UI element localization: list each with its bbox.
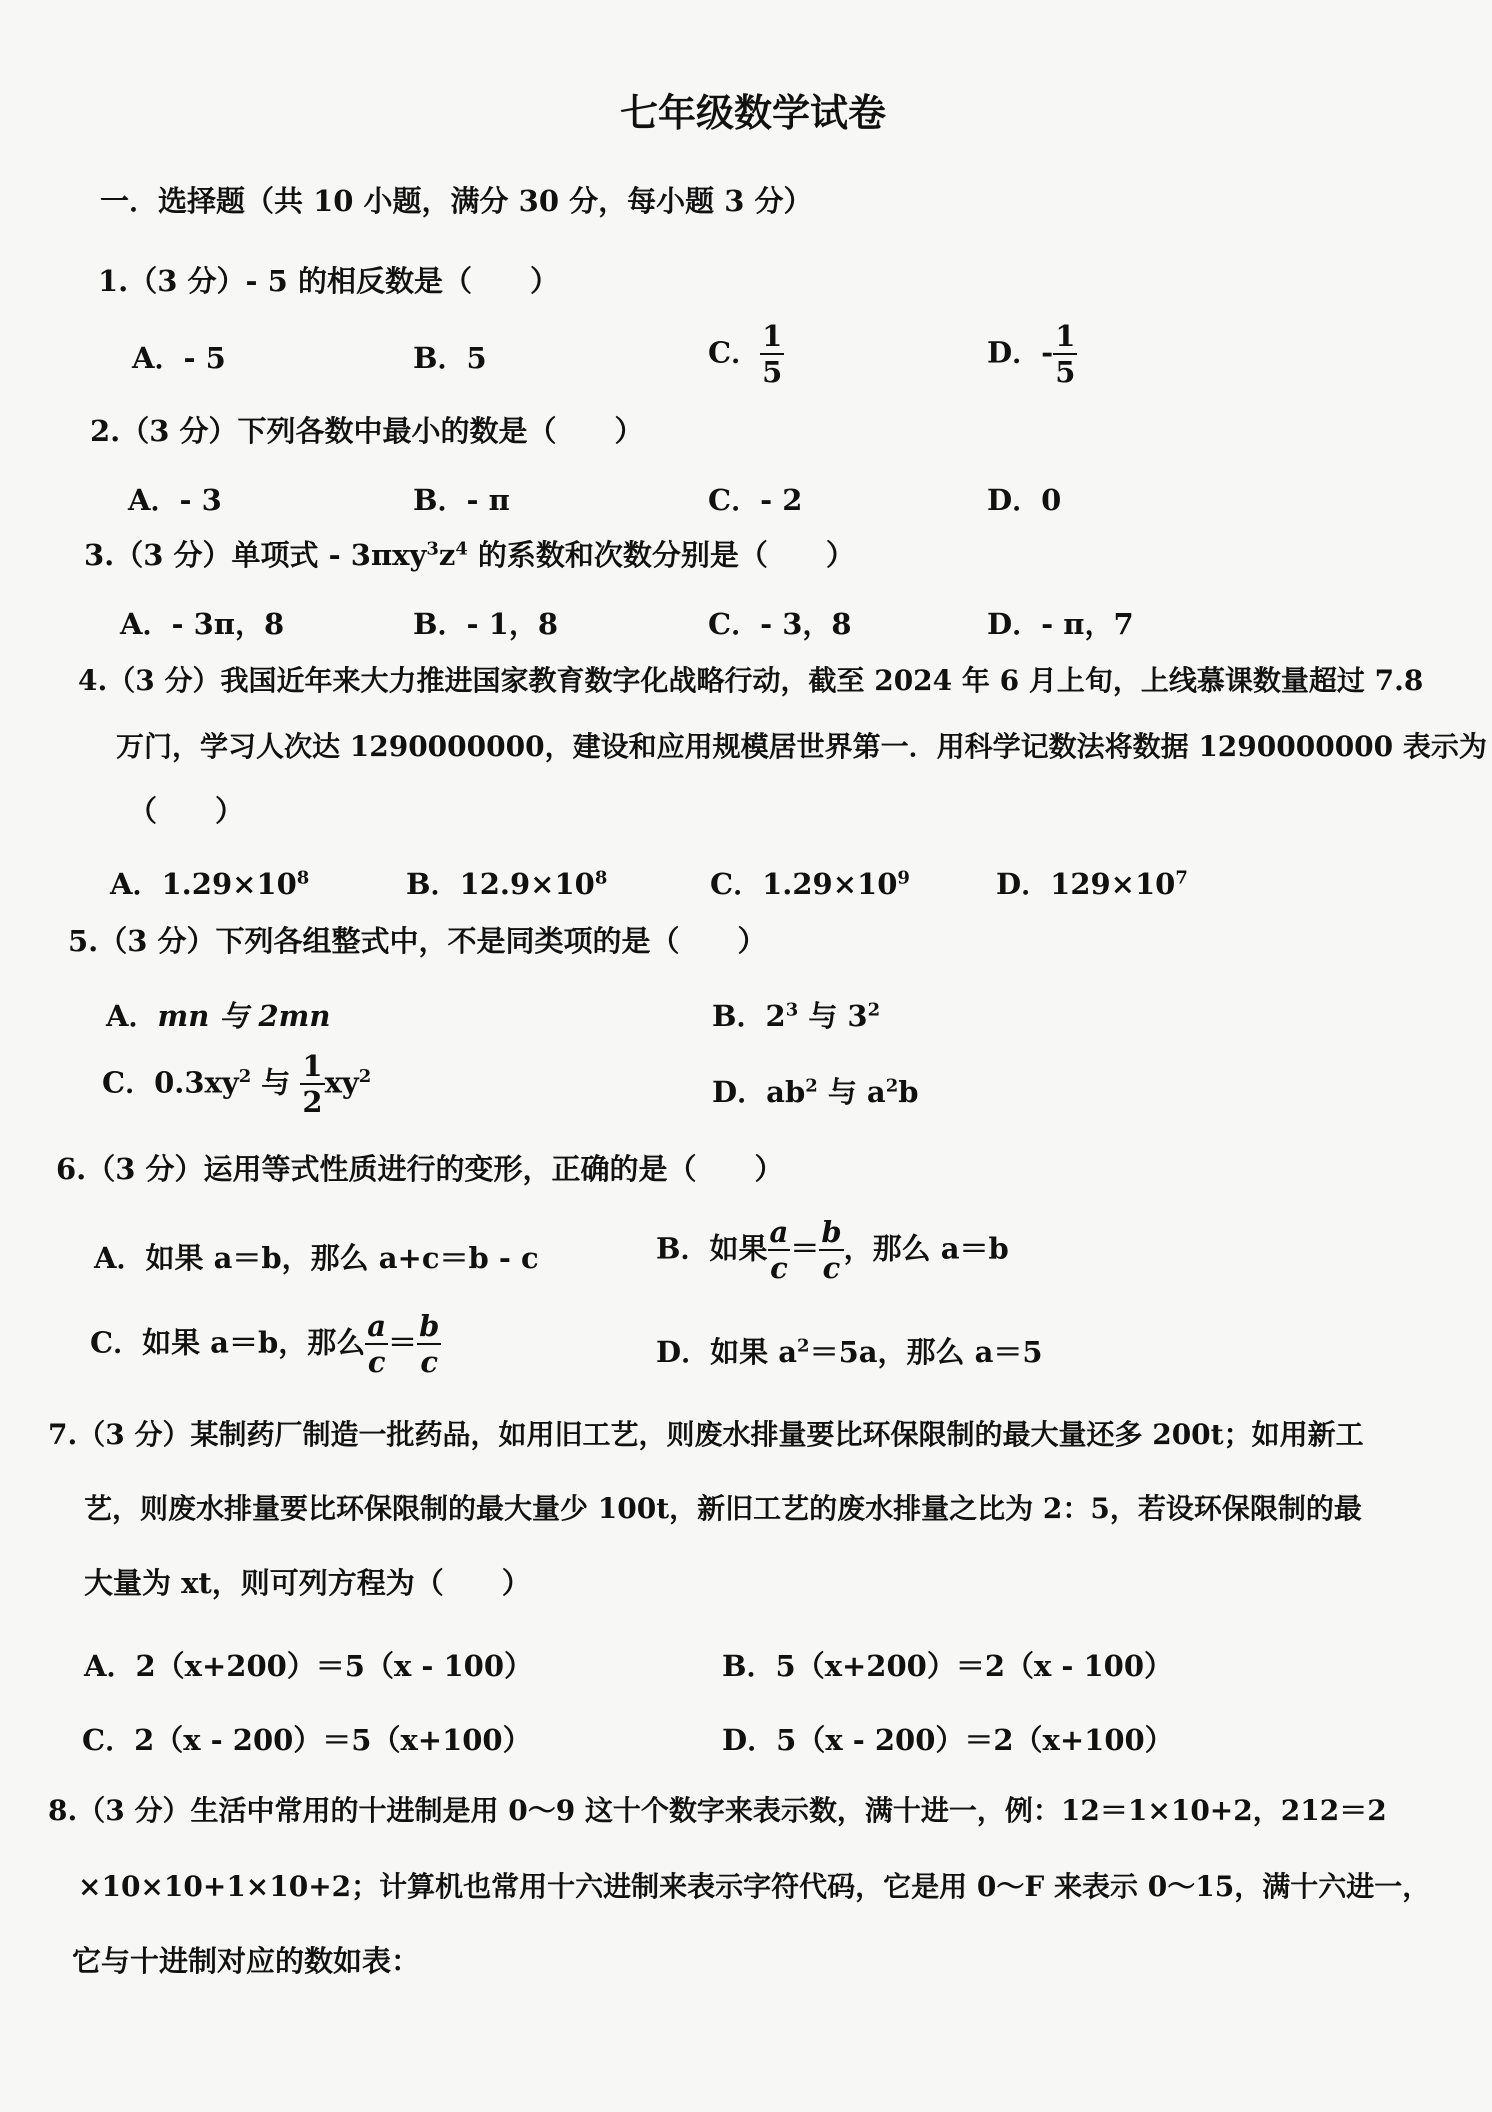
q4-option-a xyxy=(110,862,309,903)
exponent: 2 xyxy=(805,1075,818,1097)
exponent: 8 xyxy=(296,867,310,889)
q5-option-d-text: b xyxy=(898,1075,919,1109)
q1-option-c-fraction xyxy=(760,319,784,389)
q3-stem-part: 3.（3 分）单项式 - 3πxy xyxy=(84,538,427,572)
question-7-line-2: 艺，则废水排量要比环保限制的最大量少 100t，新旧工艺的废水排量之比为 2：5，若设环保限制的最 xyxy=(84,1492,1362,1525)
q5-option-b xyxy=(712,994,880,1035)
q5-option-a xyxy=(106,994,330,1035)
q6-option-c-fraction xyxy=(365,1309,388,1379)
exponent: 4 xyxy=(455,538,468,560)
exponent: 9 xyxy=(897,867,910,889)
fraction-denominator: c xyxy=(822,1251,841,1285)
q2-option-a: A．- 3 xyxy=(128,483,222,517)
q1-option-b: B．5 xyxy=(413,341,487,375)
exponent: 8 xyxy=(594,867,608,889)
fraction-numerator: b xyxy=(419,1309,440,1343)
question-6-stem: 6.（3 分）运用等式性质进行的变形，正确的是（ ） xyxy=(56,1152,784,1186)
q1-option-d-sign: - xyxy=(1041,335,1054,370)
q6-option-c-text: C．如果 a＝b，那么 xyxy=(90,1325,366,1360)
q6-option-d xyxy=(656,1330,1043,1371)
q1-option-d-fraction xyxy=(1053,319,1077,389)
fraction-numerator: 1 xyxy=(302,1049,323,1083)
q2-option-b: B．- π xyxy=(413,483,510,517)
q5-option-a-label: A． xyxy=(106,999,158,1033)
question-4-line-1: 4.（3 分）我国近年来大力推进国家教育数字化战略行动，截至 2024 年 6 月上旬，上线慕课数量超过 7.8 xyxy=(78,664,1424,697)
q6-option-b xyxy=(656,1215,1009,1285)
q6-option-b-fraction xyxy=(819,1215,843,1285)
fraction-denominator: c xyxy=(770,1251,788,1285)
q6-option-a: A．如果 a＝b，那么 a+c＝b - c xyxy=(94,1241,539,1275)
q6-option-c xyxy=(90,1309,441,1379)
fraction-numerator: 1 xyxy=(762,319,783,353)
fraction-numerator: a xyxy=(769,1215,789,1249)
q3-option-b: B．- 1，8 xyxy=(413,607,559,641)
q1-option-c-label: C． xyxy=(708,335,761,370)
q4-option-b xyxy=(406,862,607,903)
fraction-denominator: 5 xyxy=(762,355,783,389)
question-1-stem: 1.（3 分）- 5 的相反数是（ ） xyxy=(98,264,559,298)
question-8-line-3: 它与十进制对应的数如表： xyxy=(72,1944,421,1978)
question-2-stem: 2.（3 分）下列各数中最小的数是（ ） xyxy=(90,414,644,448)
q7-option-d: D．5（x - 200）＝2（x+100） xyxy=(722,1723,1174,1757)
fraction-numerator: b xyxy=(821,1215,842,1249)
q7-option-a: A．2（x+200）＝5（x - 100） xyxy=(84,1649,534,1683)
q6-option-b-fraction xyxy=(768,1215,791,1285)
q5-option-b-text: 与 3 xyxy=(798,999,868,1033)
q5-option-a-expr: mn 与 2mn xyxy=(157,999,331,1033)
q5-option-c xyxy=(102,1049,372,1119)
q4-option-c xyxy=(710,862,910,903)
fraction-numerator: a xyxy=(367,1309,387,1343)
q7-option-c: C．2（x - 200）＝5（x+100） xyxy=(82,1723,532,1757)
exponent: 2 xyxy=(358,1065,372,1087)
q4-option-b-text: B．12.9×10 xyxy=(406,867,595,901)
exponent: 7 xyxy=(1175,867,1188,889)
q7-option-b: B．5（x+200）＝2（x - 100） xyxy=(722,1649,1174,1683)
q5-option-b-text: B．2 xyxy=(712,999,786,1033)
question-8-line-2: ×10×10+1×10+2；计算机也常用十六进制来表示字符代码，它是用 0～F 来表示 0～15，满十六进一， xyxy=(78,1870,1431,1903)
q1-option-a: A．- 5 xyxy=(132,341,226,375)
q4-option-d xyxy=(996,862,1188,903)
exponent: 2 xyxy=(885,1075,899,1097)
q2-option-c: C．- 2 xyxy=(708,483,803,517)
fraction-denominator: c xyxy=(420,1345,439,1379)
exponent: 2 xyxy=(797,1335,810,1357)
q1-option-c xyxy=(708,319,784,389)
question-8-line-1: 8.（3 分）生活中常用的十进制是用 0～9 这十个数字来表示数，满十进一，例：12＝1×10+2，212＝2 xyxy=(48,1794,1387,1827)
q5-option-d-text: D．ab xyxy=(712,1075,806,1109)
fraction-numerator: 1 xyxy=(1055,319,1076,353)
exponent: 2 xyxy=(238,1065,252,1087)
exponent: 2 xyxy=(867,999,881,1021)
q3-option-d: D．- π，7 xyxy=(987,607,1134,641)
q5-option-c-text: xy xyxy=(324,1065,359,1100)
question-4-line-3: （ ） xyxy=(128,794,245,828)
page-title: 七年级数学试卷 xyxy=(620,90,887,135)
q1-option-d xyxy=(987,319,1077,389)
q3-stem-part: 的系数和次数分别是（ ） xyxy=(467,538,855,572)
question-4-line-2: 万门，学习人次达 1290000000，建设和应用规模居世界第一．用科学记数法将数据 1290000000 表示为 xyxy=(116,730,1487,763)
q4-option-a-text: A．1.29×10 xyxy=(110,867,297,901)
q2-option-d: D．0 xyxy=(987,483,1062,517)
q6-option-d-text: D．如果 a xyxy=(656,1335,798,1369)
section-heading: 一．选择题（共 10 小题，满分 30 分，每小题 3 分） xyxy=(100,184,813,218)
exponent: 3 xyxy=(785,999,799,1021)
q5-option-c-text: C．0.3xy xyxy=(102,1065,239,1100)
q6-option-c-text: ＝ xyxy=(388,1325,418,1360)
fraction-denominator: 2 xyxy=(302,1085,323,1119)
fraction-denominator: c xyxy=(367,1345,386,1379)
q5-option-c-fraction xyxy=(300,1049,324,1119)
q4-option-d-text: D．129×10 xyxy=(996,867,1176,901)
q4-option-c-text: C．1.29×10 xyxy=(710,867,898,901)
q3-option-c: C．- 3，8 xyxy=(708,607,852,641)
q6-option-b-text: ＝ xyxy=(790,1231,820,1266)
q5-option-d xyxy=(712,1070,919,1111)
question-7-line-1: 7.（3 分）某制药厂制造一批药品，如用旧工艺，则废水排量要比环保限制的最大量还多 200t；如用新工 xyxy=(48,1418,1364,1451)
q6-option-b-text: ，那么 a＝b xyxy=(843,1231,1009,1266)
q3-stem-part: z xyxy=(438,538,456,572)
q5-option-d-text: 与 a xyxy=(817,1075,886,1109)
exponent: 3 xyxy=(426,538,439,560)
fraction-denominator: 5 xyxy=(1055,355,1076,389)
q3-option-a: A．- 3π，8 xyxy=(120,607,285,641)
q6-option-b-text: B．如果 xyxy=(656,1231,768,1266)
question-7-line-3: 大量为 xt，则可列方程为（ ） xyxy=(84,1566,531,1600)
question-3-stem xyxy=(84,540,855,572)
question-5-stem: 5.（3 分）下列各组整式中，不是同类项的是（ ） xyxy=(68,924,767,958)
q6-option-c-fraction xyxy=(417,1309,441,1379)
q1-option-d-label: D． xyxy=(987,335,1042,370)
q5-option-c-text: 与 xyxy=(251,1065,301,1100)
q6-option-d-text: ＝5a，那么 a＝5 xyxy=(809,1335,1043,1369)
